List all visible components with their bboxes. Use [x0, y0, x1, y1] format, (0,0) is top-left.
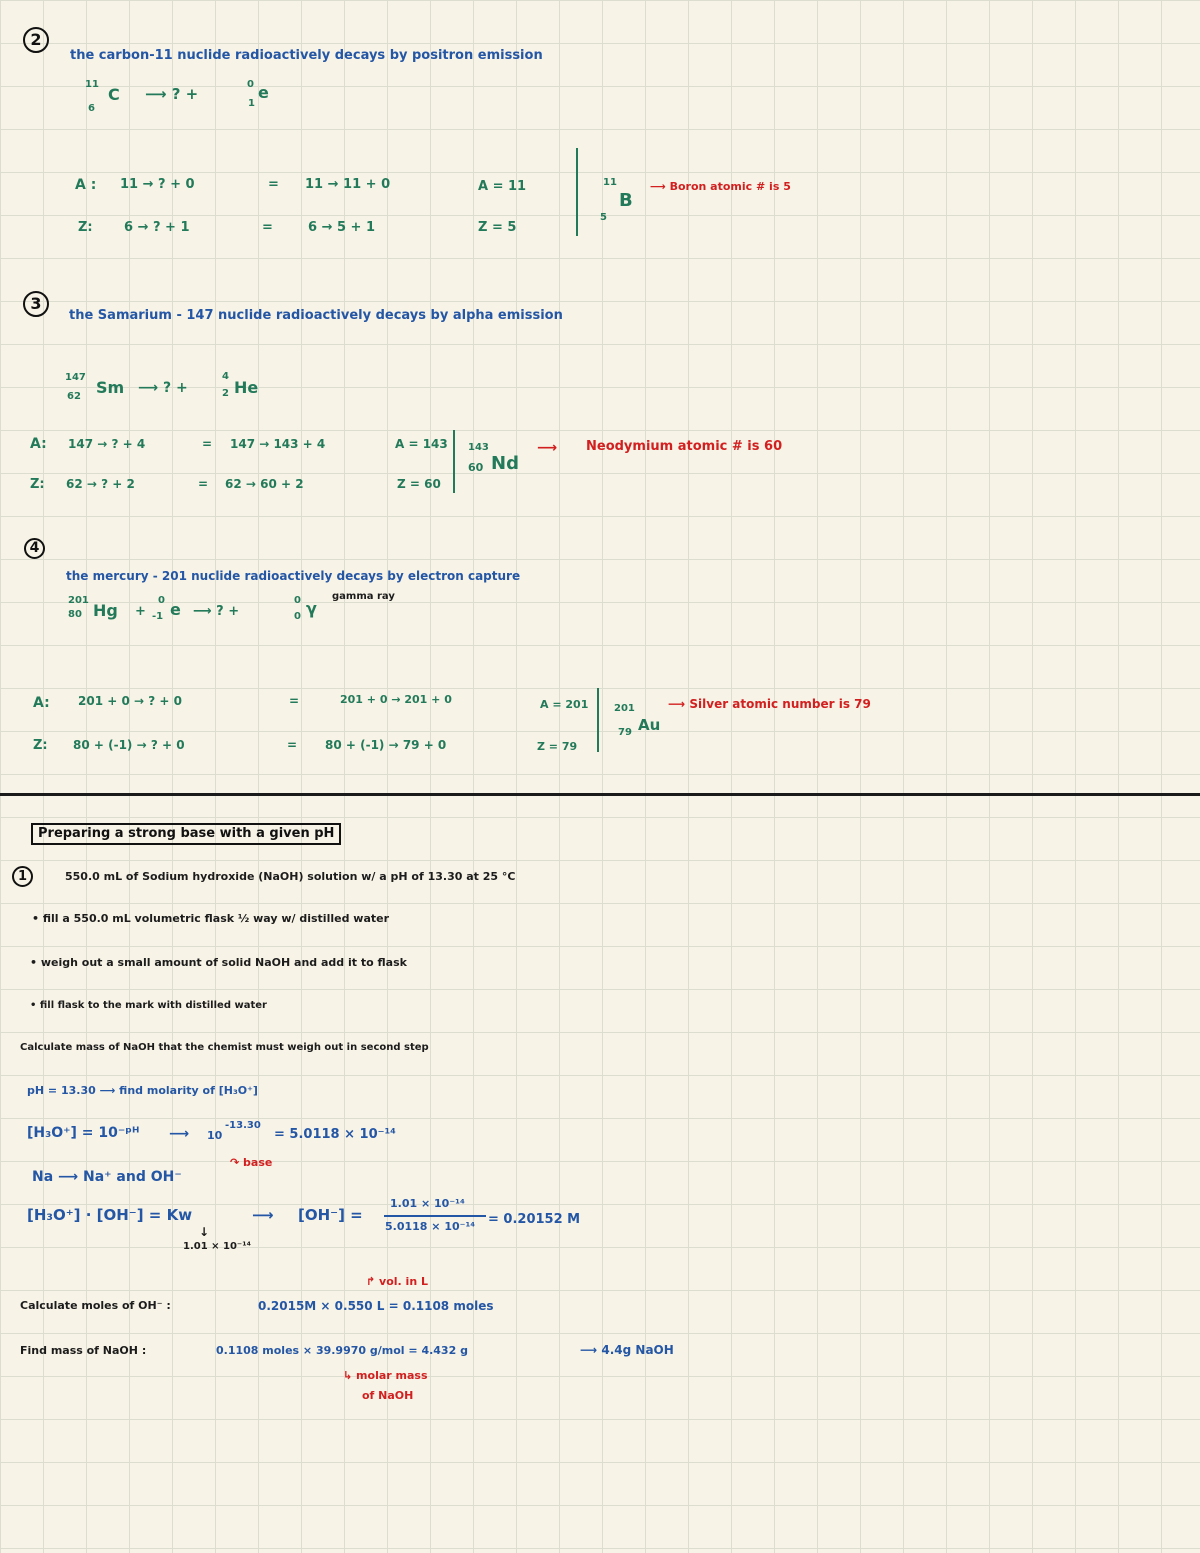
p3-z-solve: 62 → 60 + 2: [225, 477, 304, 491]
c11-mass-number: 11: [85, 79, 99, 90]
oh-result: = 0.20152 M: [488, 1212, 581, 1227]
moles-label: Calculate moles of OH⁻ :: [20, 1299, 171, 1312]
p4-a-eq: =: [289, 694, 300, 708]
p2-z-eq: =: [262, 220, 273, 235]
molar-mass-note: ↳ molar mass: [343, 1369, 428, 1382]
p4-z-label: Z:: [33, 738, 48, 753]
au201-symbol: Au: [638, 716, 661, 734]
alpha-symbol: He: [234, 378, 259, 397]
sm147-atomic-number: 62: [67, 391, 81, 402]
p4-z-result: Z = 79: [537, 740, 578, 753]
p2-a-label: A :: [75, 177, 97, 193]
p3-a-solve: 147 → 143 + 4: [230, 437, 326, 451]
problem-number-2: 2: [23, 27, 49, 53]
oh-fraction-bar: [384, 1215, 486, 1217]
mass-label: Find mass of NaOH :: [20, 1344, 147, 1357]
nd143-atomic-number: 60: [468, 461, 484, 474]
p4-a-solve: 201 + 0 → 201 + 0: [340, 693, 452, 706]
moles-calculation: 0.2015M × 0.550 L = 0.1108 moles: [258, 1299, 494, 1313]
p2-z-label: Z:: [78, 220, 93, 235]
p4-a-expr: 201 + 0 → ? + 0: [78, 694, 182, 708]
positron-bottom: 1: [248, 98, 255, 109]
p3-a-expr: 147 → ? + 4: [68, 437, 146, 451]
na-dissociation: Na ⟶ Na⁺ and OH⁻: [32, 1169, 182, 1185]
p2-z-result: Z = 5: [478, 220, 517, 235]
positron-top: 0: [247, 79, 254, 90]
section-divider: [0, 793, 1200, 796]
h3o-power-base: 10: [207, 1129, 223, 1142]
base-problem-statement: 550.0 mL of Sodium hydroxide (NaOH) solution w/ a pH of 13.30 at 25 °C: [65, 870, 516, 883]
kw-down-arrow: ↓: [199, 1225, 210, 1239]
problem-number-4: 4: [24, 538, 45, 559]
c11-equation-rest: ⟶ ? +: [145, 85, 199, 103]
c11-atomic-number: 6: [88, 103, 95, 114]
electron-top: 0: [158, 595, 165, 606]
kw-value: 1.01 × 10⁻¹⁴: [183, 1241, 251, 1252]
h3o-arrow: ⟶: [169, 1126, 190, 1142]
c11-symbol: C: [108, 85, 120, 104]
p4-a-label: A:: [33, 695, 50, 711]
problem-number-3: 3: [23, 291, 49, 317]
oh-lhs: [OH⁻] =: [298, 1206, 363, 1224]
p2-a-eq: =: [268, 177, 279, 192]
base-problem-number: 1: [12, 866, 33, 887]
p2-boron-note: ⟶ Boron atomic # is 5: [650, 180, 791, 193]
problem-3-statement: the Samarium - 147 nuclide radioactively decays by alpha emission: [69, 308, 563, 323]
gamma-bottom: 0: [294, 611, 301, 622]
oh-fraction-numerator: 1.01 × 10⁻¹⁴: [390, 1197, 465, 1210]
p2-a-result: A = 11: [478, 179, 527, 194]
p3-a-result: A = 143: [395, 437, 448, 451]
base-step-2: • weigh out a small amount of solid NaOH and add it to flask: [30, 956, 407, 969]
kw-line: [H₃O⁺] · [OH⁻] = Kw: [27, 1206, 193, 1224]
h3o-power-exponent: -13.30: [225, 1120, 261, 1131]
p3-a-label: A:: [30, 436, 47, 452]
p2-z-solve: 6 → 5 + 1: [308, 220, 376, 235]
problem-2-statement: the carbon-11 nuclide radioactively decays by positron emission: [70, 48, 543, 63]
p2-z-expr: 6 → ? + 1: [124, 220, 190, 235]
h3o-result: = 5.0118 × 10⁻¹⁴: [274, 1127, 396, 1142]
p3-neodymium-note: Neodymium atomic # is 60: [586, 439, 783, 454]
sm147-equation-rest: ⟶ ? +: [138, 380, 188, 396]
base-step-3: • fill flask to the mark with distilled water: [30, 1000, 267, 1011]
hg201-plus: +: [135, 604, 146, 619]
p4-z-solve: 80 + (-1) → 79 + 0: [325, 738, 447, 752]
electron-bottom: -1: [152, 611, 164, 622]
nd143-mass-number: 143: [468, 442, 489, 453]
p2-brace: [576, 148, 578, 236]
p4-silver-note: ⟶ Silver atomic number is 79: [668, 697, 871, 711]
hg201-equation-rest: ⟶ ? +: [193, 604, 240, 619]
au201-mass-number: 201: [614, 703, 635, 714]
hg201-mass-number: 201: [68, 595, 89, 606]
gamma-top: 0: [294, 595, 301, 606]
alpha-top: 4: [222, 371, 229, 382]
sm147-mass-number: 147: [65, 372, 86, 383]
problem-4-statement: the mercury - 201 nuclide radioactively decays by electron capture: [66, 569, 521, 583]
vol-in-l-note: ↱ vol. in L: [366, 1275, 428, 1288]
mass-final: ⟶ 4.4g NaOH: [580, 1343, 674, 1357]
p4-a-result: A = 201: [540, 698, 589, 711]
mass-calculation: 0.1108 moles × 39.9970 g/mol = 4.432 g: [216, 1344, 468, 1357]
p2-a-expr: 11 → ? + 0: [120, 177, 195, 192]
base-question: Calculate mass of NaOH that the chemist must weigh out in second step: [20, 1042, 429, 1053]
au201-atomic-number: 79: [618, 727, 632, 738]
p3-arrow: ⟶: [537, 440, 558, 456]
h3o-lhs: [H₃O⁺] = 10⁻ᵖᴴ: [27, 1125, 140, 1141]
sm147-symbol: Sm: [96, 378, 125, 397]
p3-z-expr: 62 → ? + 2: [66, 477, 135, 491]
base-note: ↷ base: [230, 1156, 273, 1169]
base-step-1: • fill a 550.0 mL volumetric flask ½ way w/ distilled water: [32, 912, 390, 925]
p2-a-solve: 11 → 11 + 0: [305, 177, 391, 192]
ph-line: pH = 13.30 ⟶ find molarity of [H₃O⁺]: [27, 1084, 258, 1097]
p4-brace: [597, 688, 599, 752]
b11-mass-number: 11: [603, 177, 617, 188]
positron-symbol: e: [258, 83, 269, 102]
b11-atomic-number: 5: [600, 212, 607, 223]
electron-symbol: e: [170, 600, 181, 619]
strong-base-heading: Preparing a strong base with a given pH: [31, 823, 341, 845]
oh-fraction-denominator: 5.0118 × 10⁻¹⁴: [385, 1220, 476, 1233]
gamma-symbol: γ: [306, 599, 317, 618]
p3-z-result: Z = 60: [397, 477, 441, 491]
nd143-symbol: Nd: [491, 453, 519, 474]
p3-a-eq: =: [202, 437, 213, 451]
kw-arrow: ⟶: [252, 1206, 274, 1224]
molar-mass-note-2: of NaOH: [362, 1389, 414, 1402]
p3-z-eq: =: [198, 477, 209, 491]
p4-z-eq: =: [287, 738, 298, 752]
gamma-ray-note: gamma ray: [332, 591, 395, 602]
b11-symbol: B: [619, 190, 633, 211]
p3-brace: [453, 430, 455, 493]
p4-z-expr: 80 + (-1) → ? + 0: [73, 738, 185, 752]
hg201-symbol: Hg: [93, 601, 118, 620]
alpha-bottom: 2: [222, 388, 229, 399]
p3-z-label: Z:: [30, 477, 45, 492]
hg201-atomic-number: 80: [68, 609, 82, 620]
